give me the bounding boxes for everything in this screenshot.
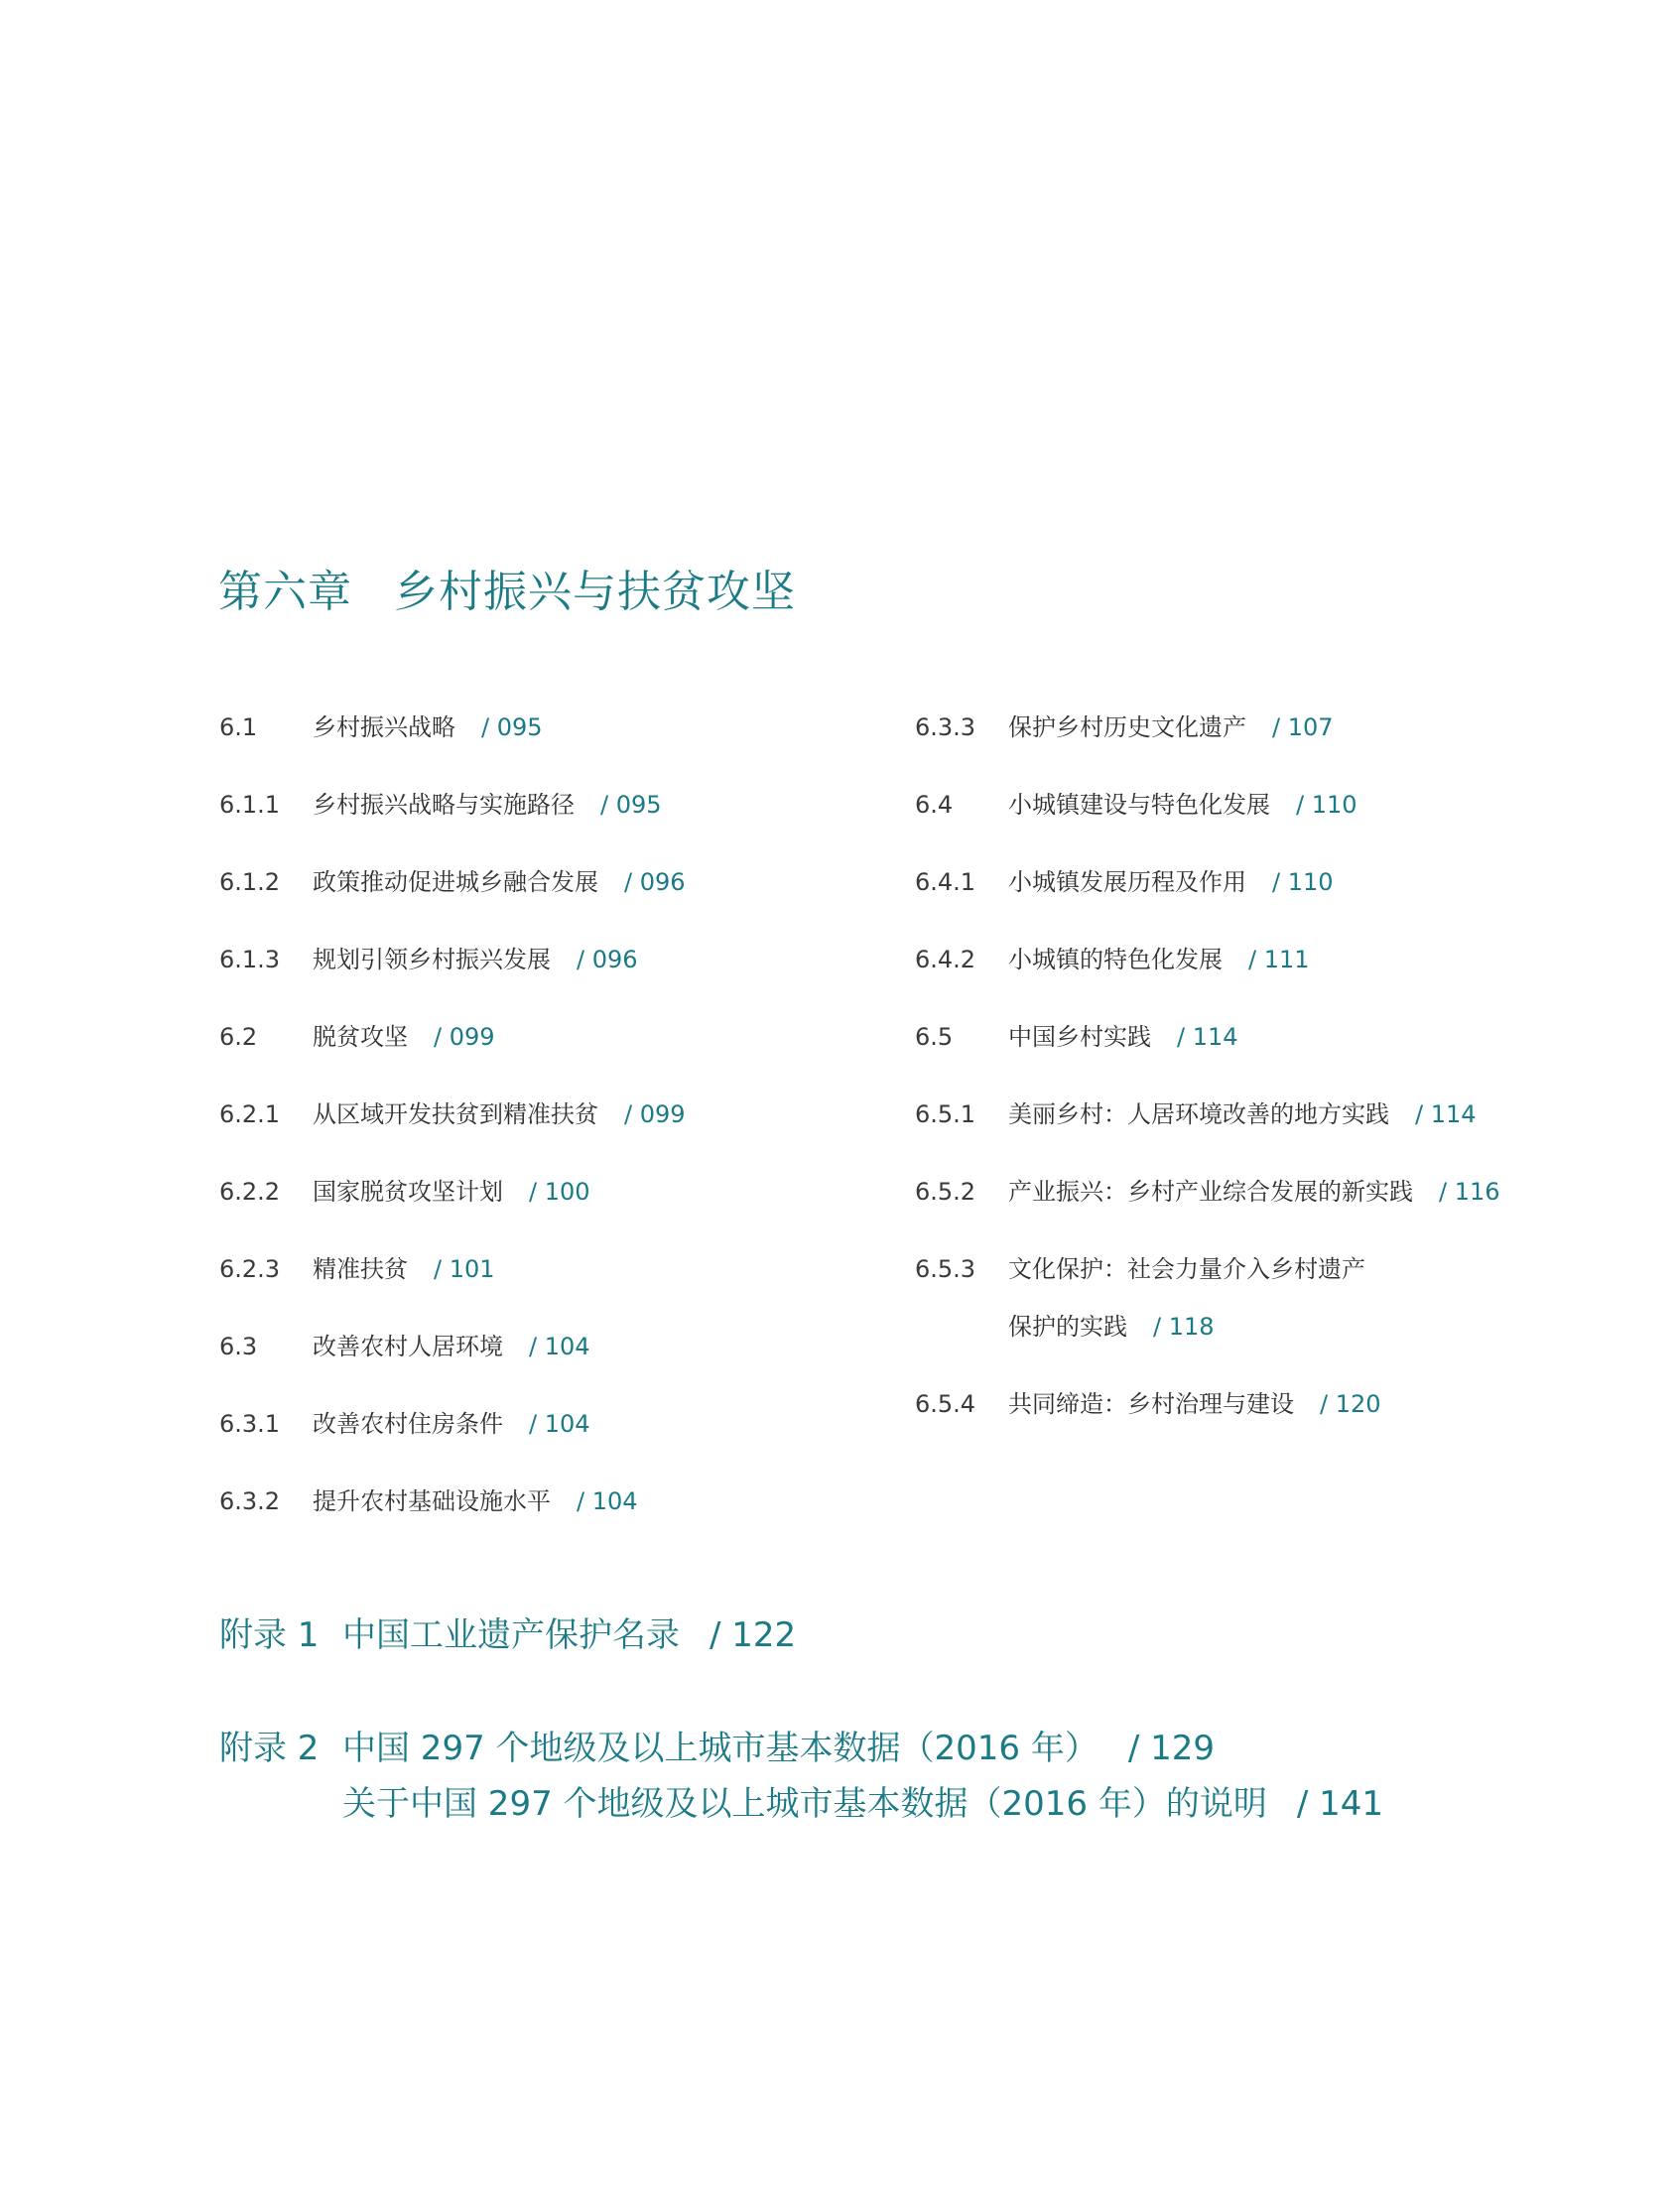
- toc-entry-title: 保护乡村历史文化遗产: [1008, 713, 1246, 741]
- toc-entry-page: / 096: [624, 868, 686, 896]
- toc-entry-page: / 104: [529, 1410, 590, 1438]
- toc-entry-title: 改善农村人居环境: [313, 1333, 503, 1360]
- appendix-page: / 129: [1127, 1729, 1216, 1768]
- toc-left-column: [219, 699, 686, 1550]
- toc-entry-page: / 111: [1248, 946, 1310, 973]
- toc-entry[interactable]: [219, 853, 686, 931]
- toc-entry-page: / 114: [1177, 1023, 1238, 1051]
- toc-entry-page: / 110: [1272, 868, 1334, 896]
- toc-entry[interactable]: [915, 1375, 1500, 1453]
- toc-entry-number: 6.5: [915, 1023, 954, 1051]
- toc-entry[interactable]: [219, 1008, 686, 1086]
- toc-entry-title: 政策推动促进城乡融合发展: [313, 868, 598, 896]
- toc-entry-page: / 101: [434, 1255, 495, 1283]
- toc-entry-title: 美丽乡村：人居环境改善的地方实践: [1008, 1100, 1389, 1128]
- toc-entry-page: / 118: [1153, 1313, 1215, 1341]
- toc-entry-number: 6.3: [219, 1333, 258, 1360]
- appendix-label: 附录 2: [219, 1729, 320, 1768]
- toc-entry-title: 小城镇发展历程及作用: [1008, 868, 1246, 896]
- toc-entry-title: 提升农村基础设施水平: [313, 1487, 551, 1515]
- toc-entry[interactable]: [219, 1163, 686, 1240]
- toc-entry-page: / 107: [1272, 713, 1334, 741]
- toc-entry-number: 6.3.1: [219, 1410, 281, 1438]
- appendix-title: 中国 297 个地级及以上城市基本数据（2016 年）: [342, 1729, 1098, 1768]
- toc-entry-page: / 096: [577, 946, 638, 973]
- toc-entry[interactable]: [219, 1086, 686, 1163]
- toc-entry-number: 6.3.2: [219, 1487, 281, 1515]
- toc-entry-title: 乡村振兴战略与实施路径: [313, 791, 575, 819]
- toc-entry-number: 6.4: [915, 791, 954, 819]
- toc-entry[interactable]: [915, 853, 1500, 931]
- toc-entry-page: / 104: [529, 1333, 590, 1360]
- appendix-page: / 122: [710, 1615, 797, 1655]
- appendix-2[interactable]: [219, 1721, 1383, 1832]
- toc-entry-number: 6.1.2: [219, 868, 281, 896]
- toc-entry-page: / 120: [1320, 1390, 1381, 1418]
- toc-entry[interactable]: [915, 1163, 1500, 1240]
- toc-entry-page: / 099: [624, 1100, 686, 1128]
- toc-entry-title: [1008, 1240, 1365, 1355]
- appendix-title: 中国工业遗产保护名录: [342, 1615, 680, 1655]
- toc-entry-page: / 114: [1415, 1100, 1477, 1128]
- chapter-number: 第六章: [218, 567, 352, 617]
- appendix-1[interactable]: [219, 1608, 796, 1663]
- toc-entry-number: 6.5.1: [915, 1100, 976, 1128]
- toc-entry-number: 6.2.1: [219, 1100, 281, 1128]
- toc-entry[interactable]: [219, 776, 686, 853]
- toc-entry-page: / 104: [577, 1487, 638, 1515]
- toc-entry-page: / 095: [600, 791, 662, 819]
- toc-entry-number: 6.1.1: [219, 791, 281, 819]
- toc-entry-title-line2: 保护的实践: [1008, 1313, 1127, 1341]
- toc-entry-title: 从区域开发扶贫到精准扶贫: [313, 1100, 598, 1128]
- toc-right-column: [915, 699, 1500, 1453]
- toc-entry[interactable]: [915, 1240, 1500, 1375]
- toc-entry-title: 改善农村住房条件: [313, 1410, 503, 1438]
- toc-entry-title: 国家脱贫攻坚计划: [313, 1178, 503, 1206]
- toc-entry-title: 脱贫攻坚: [313, 1023, 408, 1051]
- toc-entry[interactable]: [219, 699, 686, 776]
- appendix-label: 附录 1: [219, 1615, 320, 1655]
- toc-entry-number: 6.1: [219, 713, 258, 741]
- toc-entry-title: 中国乡村实践: [1008, 1023, 1151, 1051]
- toc-entry[interactable]: [219, 1240, 686, 1318]
- toc-entry-number: 6.4.2: [915, 946, 976, 973]
- toc-entry[interactable]: [219, 931, 686, 1008]
- toc-entry[interactable]: [219, 1318, 686, 1395]
- toc-entry-number: 6.1.3: [219, 946, 281, 973]
- appendix-note-page: / 141: [1296, 1784, 1384, 1824]
- toc-entry[interactable]: [915, 931, 1500, 1008]
- toc-entry[interactable]: [915, 1086, 1500, 1163]
- toc-entry-number: 6.4.1: [915, 868, 976, 896]
- toc-entry-title: 精准扶贫: [313, 1255, 408, 1283]
- toc-entry-page: / 100: [529, 1178, 590, 1206]
- toc-entry[interactable]: [915, 1008, 1500, 1086]
- toc-entry[interactable]: [915, 699, 1500, 776]
- chapter-title: [218, 556, 796, 619]
- toc-entry[interactable]: [219, 1395, 686, 1473]
- toc-entry-number: 6.5.3: [915, 1255, 976, 1283]
- chapter-name: 乡村振兴与扶贫攻坚: [394, 567, 796, 617]
- toc-entry-page: / 099: [434, 1023, 495, 1051]
- toc-entry-title-line1: 文化保护：社会力量介入乡村遗产: [1008, 1255, 1365, 1283]
- toc-entry-title: 规划引领乡村振兴发展: [313, 946, 551, 973]
- toc-entry-title: 共同缔造：乡村治理与建设: [1008, 1390, 1294, 1418]
- toc-entry-page: / 116: [1439, 1178, 1500, 1206]
- toc-entry-page: / 095: [481, 713, 543, 741]
- toc-entry-number: 6.2.3: [219, 1255, 281, 1283]
- toc-entry-page: / 110: [1296, 791, 1357, 819]
- toc-entry-number: 6.2.2: [219, 1178, 281, 1206]
- toc-entry-number: 6.5.4: [915, 1390, 976, 1418]
- toc-entry-number: 6.2: [219, 1023, 258, 1051]
- toc-entry-title: 小城镇的特色化发展: [1008, 946, 1223, 973]
- toc-entry-number: 6.5.2: [915, 1178, 976, 1206]
- toc-entry-title: 小城镇建设与特色化发展: [1008, 791, 1270, 819]
- appendix-note-title: 关于中国 297 个地级及以上城市基本数据（2016 年）的说明: [342, 1784, 1267, 1824]
- appendix-2-note[interactable]: [219, 1776, 1383, 1832]
- toc-entry-title: 产业振兴：乡村产业综合发展的新实践: [1008, 1178, 1413, 1206]
- toc-entry[interactable]: [915, 776, 1500, 853]
- toc-entry[interactable]: [219, 1473, 686, 1550]
- toc-entry-number: 6.3.3: [915, 713, 976, 741]
- toc-entry-title: 乡村振兴战略: [313, 713, 455, 741]
